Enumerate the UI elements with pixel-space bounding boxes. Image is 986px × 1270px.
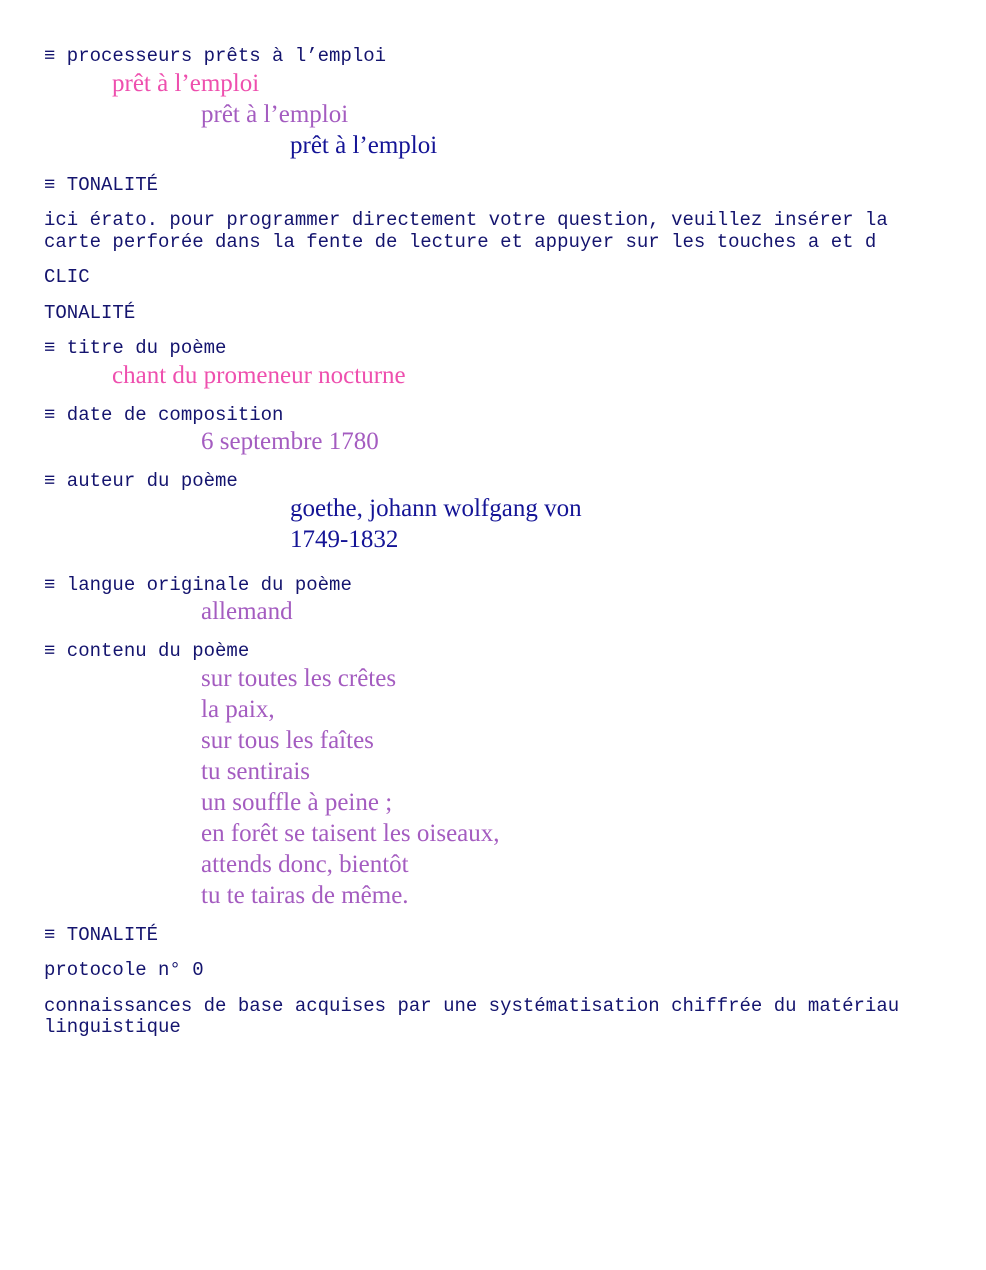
poem-line: tu te tairas de même. — [201, 881, 409, 909]
poem-line: un souffle à peine ; — [201, 788, 393, 816]
tone-heading-1: ≡ TONALITÉ — [44, 173, 159, 196]
content-heading: ≡ contenu du poème — [44, 640, 250, 662]
author-heading: ≡ auteur du poème — [44, 470, 238, 492]
intro-text: ici érato. pour programmer directement votre question, veuillez insérer la carte perforée dans la fente de lecture et appuyer sur les touches a et d — [44, 209, 900, 253]
composition-date: 6 septembre 1780 — [201, 428, 379, 455]
poem-line: en forêt se taisent les oiseaux, — [201, 819, 500, 847]
ready-line-1: prêt à l’emploi — [112, 69, 260, 97]
ready-line-3: prêt à l’emploi — [290, 131, 438, 159]
title-heading: ≡ titre du poème — [44, 337, 227, 359]
poem-line: la paix, — [201, 695, 275, 723]
poem-title: chant du promeneur nocturne — [112, 361, 406, 389]
poem-line: tu sentirais — [201, 757, 311, 785]
author-years: 1749-1832 — [290, 525, 399, 553]
author-name: goethe, johann wolfgang von — [290, 494, 582, 522]
tone-heading-2: TONALITÉ — [44, 301, 136, 324]
original-language: allemand — [201, 598, 293, 625]
poem-line: attends donc, bientôt — [201, 850, 409, 878]
poem-line: sur tous les faîtes — [201, 726, 374, 754]
language-heading: ≡ langue originale du poème — [44, 573, 352, 596]
footer-text: connaissances de base acquises par une systématisation chiffrée du matériau linguistique — [44, 994, 911, 1038]
tone-heading-3: ≡ TONALITÉ — [44, 923, 159, 946]
clic-text: CLIC — [44, 266, 90, 288]
protocol-number: protocole n° 0 — [44, 959, 204, 981]
poem-line: sur toutes les crêtes — [201, 664, 397, 692]
ready-line-2: prêt à l’emploi — [201, 100, 349, 128]
poem-document — [44, 46, 944, 1039]
processors-heading: ≡ processeurs prêts à l’emploi — [44, 45, 387, 67]
date-heading: ≡ date de composition — [44, 403, 284, 426]
